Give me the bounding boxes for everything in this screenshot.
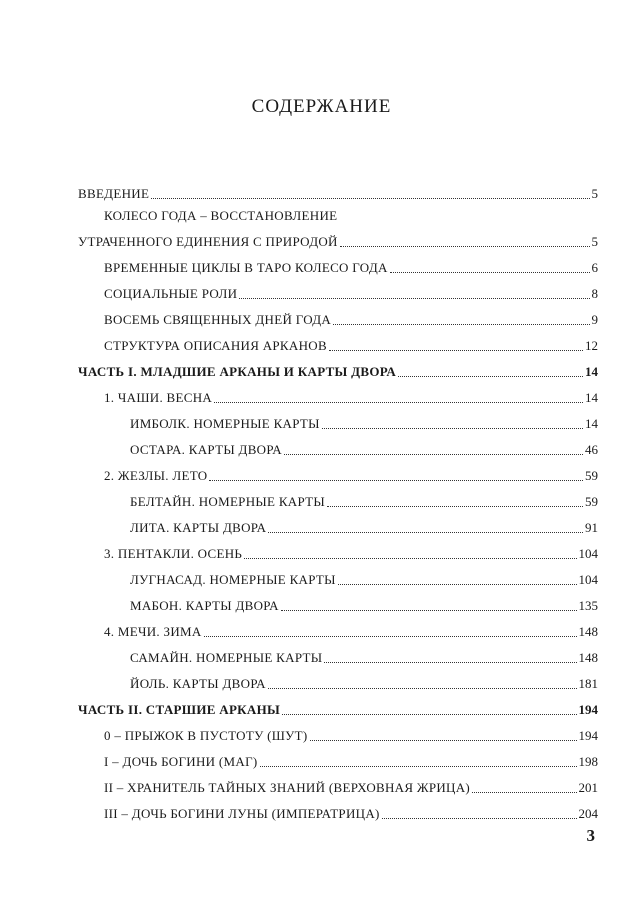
toc-entry-label: 4. МЕЧИ. ЗИМА [104,624,202,639]
toc-entry-part-1[interactable] [78,354,598,380]
dot-leader [282,713,576,715]
dot-leader [338,583,577,585]
toc-entry-label: МАБОН. КАРТЫ ДВОРА [130,598,279,613]
toc-entry-page: 5 [591,234,598,249]
toc-entry-social-roles[interactable] [78,276,598,302]
dot-leader [244,557,576,559]
dot-leader [281,609,577,611]
dot-leader [260,765,577,767]
table-of-contents [78,176,598,822]
toc-entry-label: ВРЕМЕННЫЕ ЦИКЛЫ В ТАРО КОЛЕСО ГОДА [104,260,388,275]
toc-entry-page: 204 [578,806,598,821]
toc-entry-page: 59 [585,468,598,483]
toc-entry-page: 148 [578,624,598,639]
dot-leader [239,297,589,299]
dot-leader [472,791,576,793]
dot-leader [214,401,583,403]
toc-entry-page: 135 [578,598,598,613]
toc-entry-page: 59 [585,494,598,509]
toc-entry-part-2[interactable] [78,692,598,718]
toc-entry-magician[interactable] [78,744,598,770]
toc-entry-label: БЕЛТАЙН. НОМЕРНЫЕ КАРТЫ [130,494,326,509]
toc-entry-label: 0 – ПРЫЖОК В ПУСТОТУ (ШУТ) [104,728,308,743]
toc-entry-page: 46 [585,442,598,457]
toc-entry-arcana-structure[interactable] [78,328,598,354]
toc-entry-page: 194 [578,702,598,717]
page-title: СОДЕРЖАНИЕ [251,96,392,117]
dot-leader [284,453,583,455]
toc-entry-cups[interactable] [78,380,598,406]
toc-entry-page: 181 [578,676,598,691]
toc-entry-page: 8 [591,286,598,301]
dot-leader [333,323,589,325]
toc-entry-page: 9 [591,312,598,327]
dot-leader [268,687,577,689]
toc-entry-samhain[interactable] [78,640,598,666]
dot-leader [151,197,589,199]
toc-entry-label: ВВЕДЕНИЕ [78,186,150,201]
dot-leader [398,375,583,377]
toc-entry-label: СТРУКТУРА ОПИСАНИЯ АРКАНОВ [104,338,327,353]
toc-entry-litha[interactable] [78,510,598,536]
toc-entry-yule[interactable] [78,666,598,692]
toc-entry-page: 201 [578,780,598,795]
toc-entry-page: 194 [578,728,598,743]
toc-entry-label: ЧАСТЬ II. СТАРШИЕ АРКАНЫ [78,702,281,717]
toc-entry-label: ОСТАРА. КАРТЫ ДВОРА [130,442,282,457]
toc-entry-label: ЛИТА. КАРТЫ ДВОРА [130,520,267,535]
dot-leader [204,635,577,637]
toc-entry-page: 6 [591,260,598,275]
toc-entry-label: ЙОЛЬ. КАРТЫ ДВОРА [130,676,266,691]
dot-leader [324,661,576,663]
toc-entry-page: 14 [585,416,598,431]
toc-entry-wands[interactable] [78,458,598,484]
dot-leader [209,479,583,481]
toc-entry-page: 12 [585,338,598,353]
dot-leader [340,245,590,247]
toc-entry-label: ЧАСТЬ I. МЛАДШИЕ АРКАНЫ И КАРТЫ ДВОРА [78,364,397,379]
toc-entry-eight-days[interactable] [78,302,598,328]
toc-entry-imbolc[interactable] [78,406,598,432]
toc-entry-page: 104 [578,546,598,561]
toc-entry-label: 3. ПЕНТАКЛИ. ОСЕНЬ [104,546,243,561]
toc-entry-pentacles[interactable] [78,536,598,562]
toc-entry-label: III – ДОЧЬ БОГИНИ ЛУНЫ (ИМПЕРАТРИЦА) [104,806,380,821]
dot-leader [322,427,583,429]
toc-entry-wheel-of-year[interactable] [78,202,598,224]
toc-entry-label: 1. ЧАШИ. ВЕСНА [104,390,213,405]
toc-entry-introduction[interactable] [78,176,598,202]
dot-leader [310,739,577,741]
dot-leader [327,505,583,507]
toc-entry-page: 5 [591,186,598,201]
toc-entry-label: ВОСЕМЬ СВЯЩЕННЫХ ДНЕЙ ГОДА [104,312,332,327]
toc-entry-wheel-of-year-cont[interactable] [78,224,598,250]
toc-entry-page: 148 [578,650,598,665]
toc-entry-label: УТРАЧЕННОГО ЕДИНЕНИЯ С ПРИРОДОЙ [78,234,338,249]
toc-entry-time-cycles[interactable] [78,250,598,276]
toc-entry-label: 2. ЖЕЗЛЫ. ЛЕТО [104,468,208,483]
toc-entry-empress[interactable] [78,796,598,822]
toc-entry-label: САМАЙН. НОМЕРНЫЕ КАРТЫ [130,650,323,665]
toc-entry-fool[interactable] [78,718,598,744]
toc-entry-label: I – ДОЧЬ БОГИНИ (МАГ) [104,754,258,769]
toc-entry-lughnasadh[interactable] [78,562,598,588]
dot-leader [382,817,577,819]
toc-entry-beltane[interactable] [78,484,598,510]
toc-entry-label: ЛУГНАСАД. НОМЕРНЫЕ КАРТЫ [130,572,336,587]
toc-entry-page: 14 [585,390,598,405]
dot-leader [268,531,583,533]
dot-leader [329,349,583,351]
toc-entry-page: 104 [578,572,598,587]
toc-entry-label: СОЦИАЛЬНЫЕ РОЛИ [104,286,238,301]
toc-entry-page: 198 [578,754,598,769]
toc-entry-label: ИМБОЛК. НОМЕРНЫЕ КАРТЫ [130,416,320,431]
toc-entry-label: КОЛЕСО ГОДА – ВОССТАНОВЛЕНИЕ [104,208,338,223]
toc-entry-page: 91 [585,520,598,535]
toc-entry-swords[interactable] [78,614,598,640]
toc-entry-ostara[interactable] [78,432,598,458]
toc-entry-mabon[interactable] [78,588,598,614]
toc-entry-label: II – ХРАНИТЕЛЬ ТАЙНЫХ ЗНАНИЙ (ВЕРХОВНАЯ ЖРИЦА) [104,780,471,795]
toc-entry-high-priestess[interactable] [78,770,598,796]
page-number: 3 [586,826,595,845]
toc-entry-page: 14 [585,364,598,379]
dot-leader [390,271,590,273]
